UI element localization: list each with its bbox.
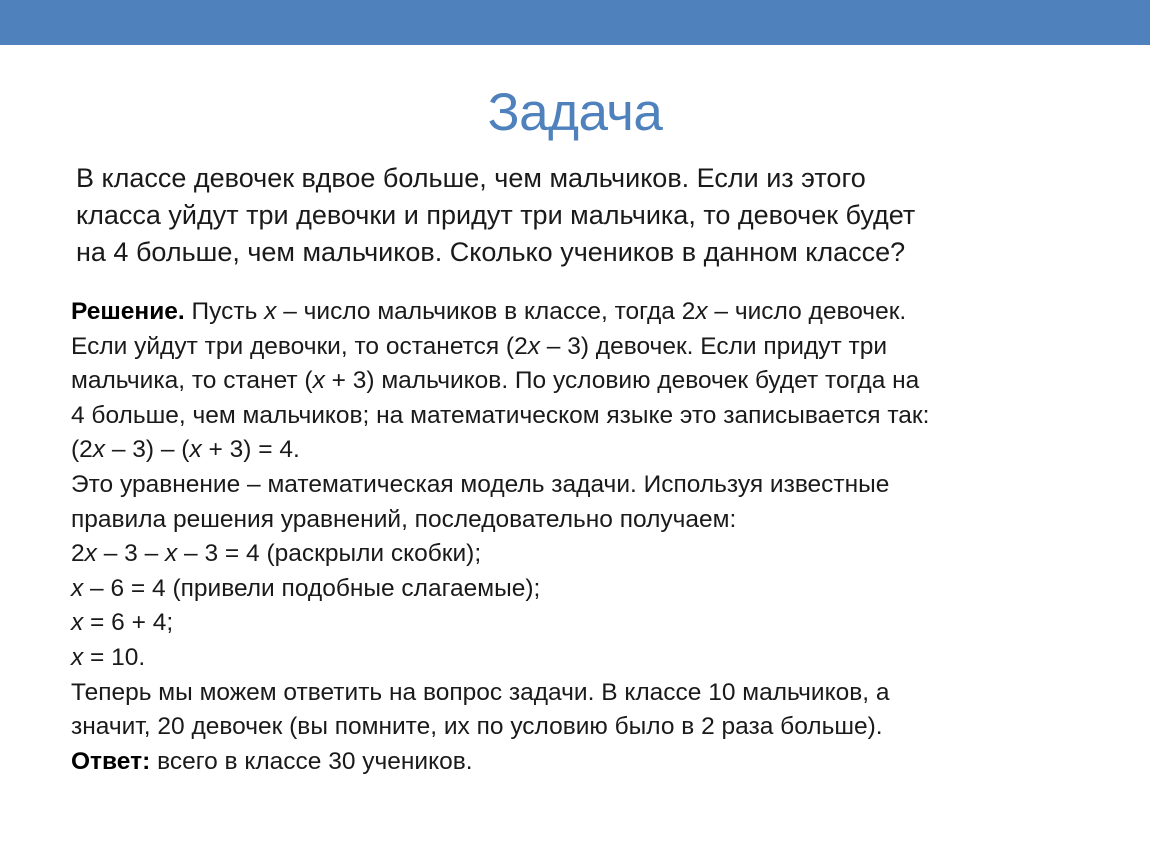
solution-line: значит, 20 девочек (вы помните, их по условию было в 2 раза больше). <box>71 713 883 741</box>
equation-line: x = 6 + 4; <box>71 609 174 637</box>
solution-block <box>71 295 1101 779</box>
problem-line: на 4 больше, чем мальчиков. Сколько учеников в данном классе? <box>76 237 906 267</box>
solution-line: мальчика, то станет (x + 3) мальчиков. По условию девочек будет тогда на <box>71 367 920 395</box>
header-bar <box>0 0 1150 45</box>
answer-label: Ответ: <box>71 747 151 775</box>
equation-line: x = 10. <box>71 643 146 671</box>
answer-line <box>71 745 1101 780</box>
equation-line: x – 6 = 4 (привели подобные слагаемые); <box>71 574 541 602</box>
solution-label: Решение. <box>71 298 185 325</box>
solution-line: правила решения уравнений, последовательно получаем: <box>71 505 737 533</box>
solution-line: Решение. Пусть x – число мальчиков в классе, тогда 2x – число девочек. <box>71 298 907 325</box>
equation-line: (2x – 3) – (x + 3) = 4. <box>71 436 300 464</box>
equation-line: 2x – 3 – x – 3 = 4 (раскрыли скобки); <box>71 540 482 568</box>
solution-line: 4 больше, чем мальчиков; на математическом языке это записывается так: <box>71 401 930 429</box>
answer-text: всего в классе 30 учеников. <box>150 747 473 775</box>
problem-statement <box>76 160 1076 271</box>
problem-line: класса уйдут три девочки и придут три мальчика, то девочек будет <box>76 200 916 230</box>
solution-line: Это уравнение – математическая модель задачи. Используя известные <box>71 470 890 498</box>
problem-line: В классе девочек вдвое больше, чем мальчиков. Если из этого <box>76 163 866 193</box>
solution-line: Если уйдут три девочки, то останется (2x – 3) девочек. Если придут три <box>71 332 888 360</box>
slide-title: Задача <box>487 83 663 142</box>
solution-line: Теперь мы можем ответить на вопрос задачи. В классе 10 мальчиков, а <box>71 678 890 706</box>
